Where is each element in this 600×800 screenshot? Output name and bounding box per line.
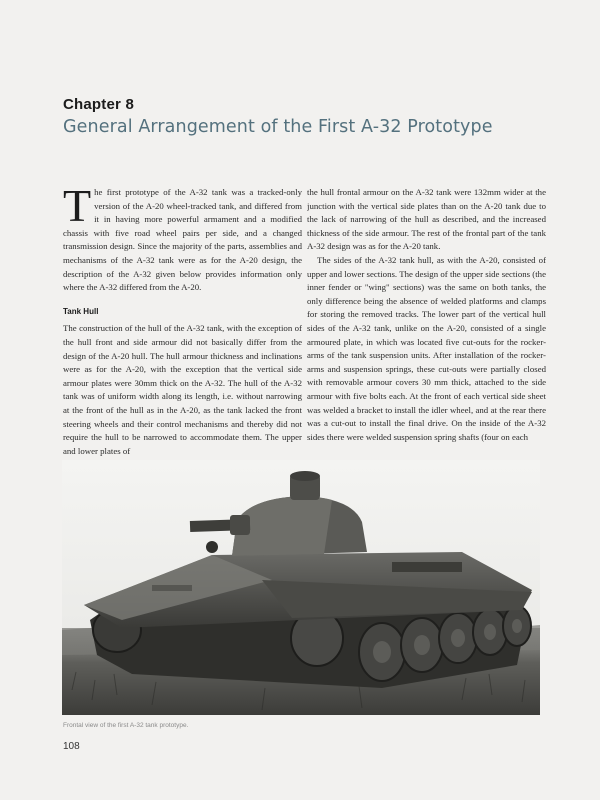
tank-photo xyxy=(62,460,540,715)
drop-cap: T xyxy=(63,186,92,231)
hull-sides-paragraph: The sides of the A-32 tank hull, as with the A-20, consisted of upper and lower sections. The design of the upper side sections (the inner fender or "wing" sections) was the same on both tanks, the only difference being the absence of welded platforms and clamps for storing the removed tracks. The lower part of the vertical hull sides of the A-32 tank, unlike on the A-20, consisted of a single armoured plate, in which was located five cut-outs for the rocker-arms of the tank suspension units. After installation of the rocker-arms and suspension springs, these cut-outs were partially closed with removable armour covers 30 mm thick, attached to the side armour with five bolts each. At the front of each vertical side sheet was welded a bracket to install the idler wheel, and at the rear there was a cut-out to install the final drive. On the inside of the A-32 sides there were welded suspension spring shafts (four on each xyxy=(307,254,546,442)
page-number: 108 xyxy=(63,741,80,752)
frontal-armour-paragraph: the hull frontal armour on the A-32 tank were 132mm wider at the junction with the vertical side plates than on the A-20 tank due to the lack of narrowing of the hull as described, and the increased thickness of the side armour. The rest of the frontal part of the tank A-32 design was as for the A-20 tank. xyxy=(307,187,546,252)
a32-tank-image xyxy=(62,460,540,715)
photo-caption: Frontal view of the first A-32 tank prototype. xyxy=(63,722,189,729)
intro-text: he first prototype of the A-32 tank was a tracked-only version of the A-20 wheel-tracked tank, and differed from it in having more powerful armament and a modified chassis with five road wheel pairs per side, and a changed transmission design. Since the majority of the parts, assemblies and mechanisms of the A-32 tank were as for the A-20 design, the description of the A-32 given below provides information only where the A-32 differed from the A-20. xyxy=(63,187,302,293)
right-text-column xyxy=(307,186,546,461)
chapter-title: General Arrangement of the First A-32 Prototype xyxy=(63,117,493,137)
intro-paragraph xyxy=(63,186,302,295)
chapter-label: Chapter 8 xyxy=(63,96,134,113)
hull-paragraph: The construction of the hull of the A-32 tank, with the exception of the hull front and side armour did not basically differ from the design of the A-20 hull. The hull armour thickness and inclinations were as for the A-20, with the exception that the vertical side armour plates were 30mm thick on the A-32. The hull of the A-32 tank was of uniform width along its length, i.e. without narrowing at the front of the hull as in the A-20, as the tank lacked the front steering wheels and their control mechanisms and thereby did not require the hull to be narrowed to accommodate them. The upper and lower plates of xyxy=(63,323,302,456)
left-text-column xyxy=(63,186,302,461)
section-heading-tank-hull: Tank Hull xyxy=(63,306,99,316)
